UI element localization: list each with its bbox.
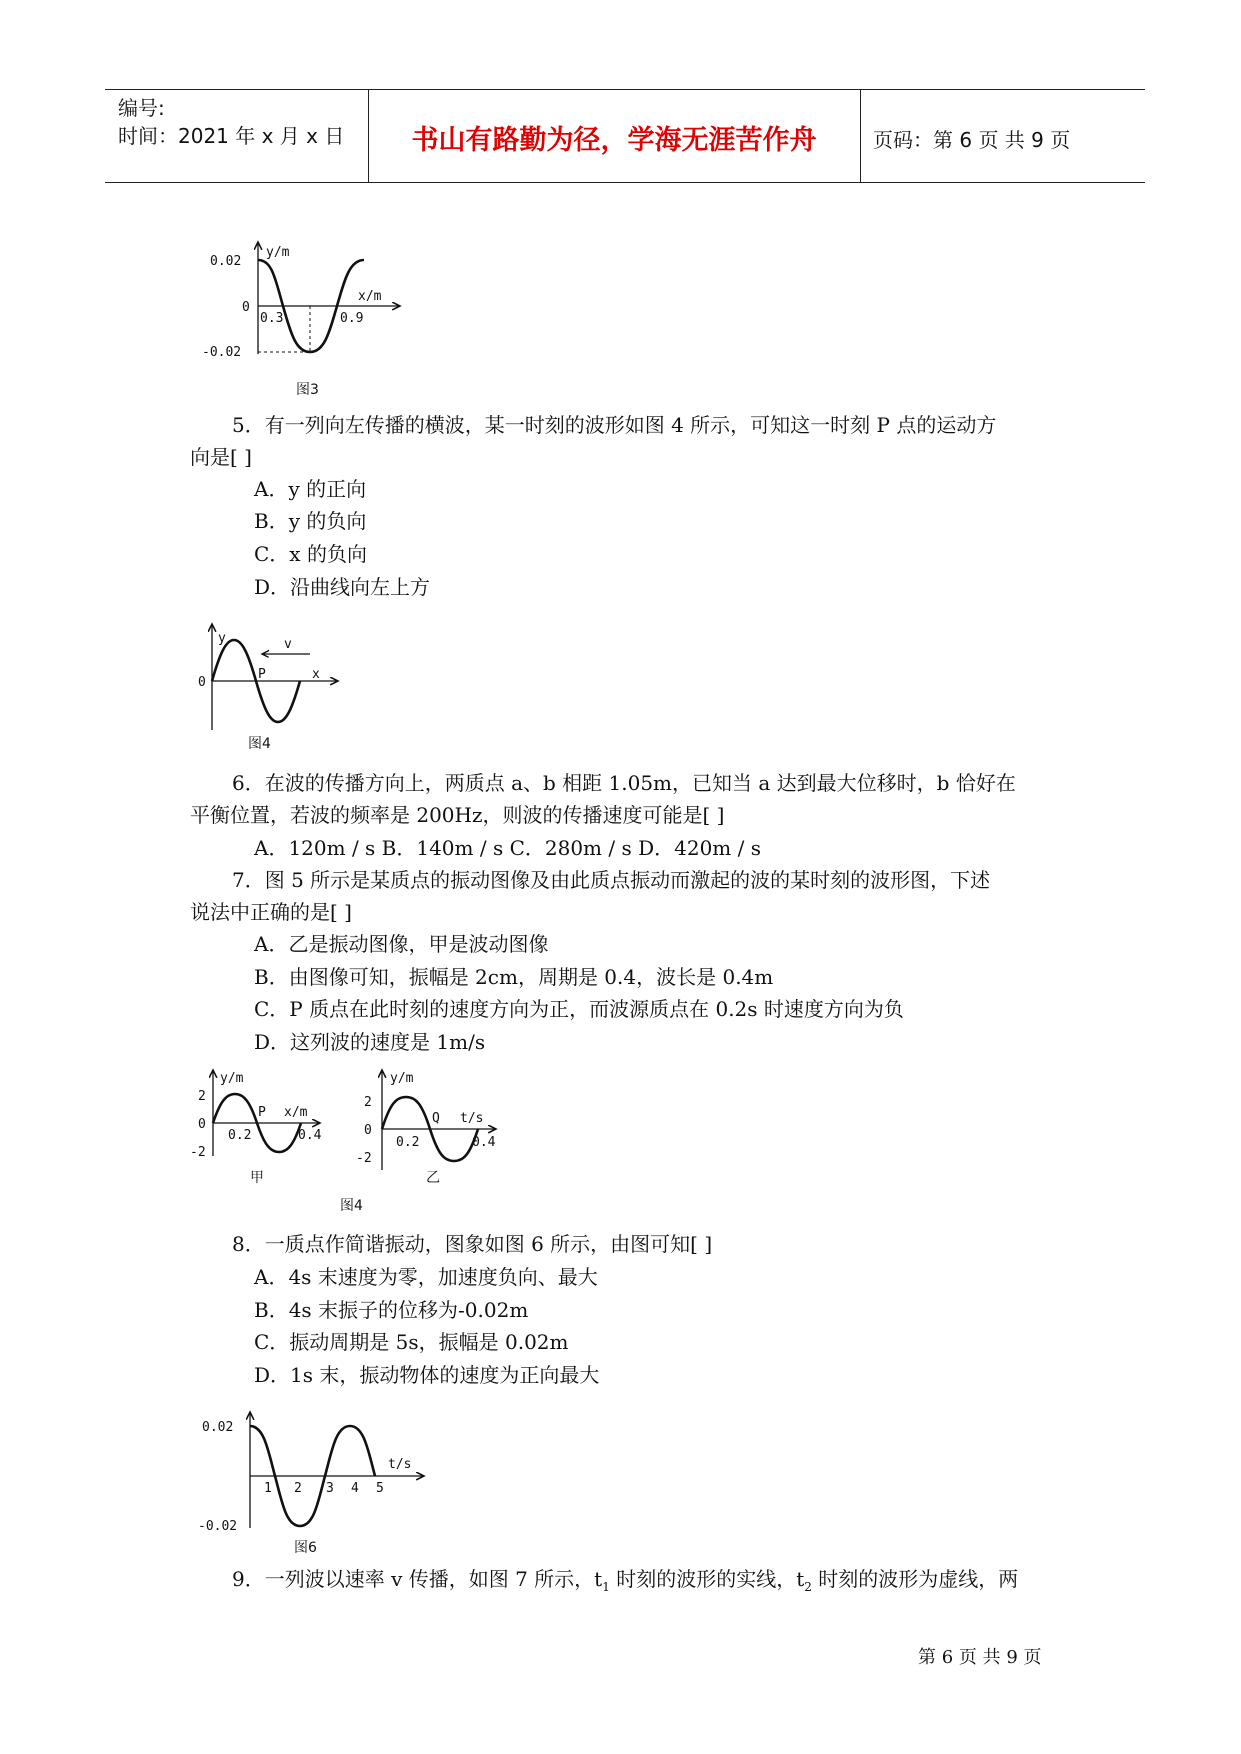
fig5-right-y-zero: 0 bbox=[364, 1123, 372, 1138]
fig5-left-y-top: 2 bbox=[198, 1089, 206, 1104]
q5-option-d: D．沿曲线向左上方 bbox=[254, 575, 431, 599]
q5-stem-line1: 5．有一列向左传播的横波，某一时刻的波形如图 4 所示，可知这一时刻 P 点的运动方 bbox=[232, 413, 997, 437]
fig5-left-y-bottom: -2 bbox=[190, 1145, 206, 1160]
fig6-tick-5: 5 bbox=[376, 1481, 384, 1496]
fig4-zero: 0 bbox=[198, 675, 206, 690]
q9-sub2: 2 bbox=[804, 1580, 812, 1594]
header-top-rule bbox=[105, 89, 1145, 90]
q5-option-a: A．y 的正向 bbox=[254, 477, 367, 501]
fig5-right-y-label: y/m bbox=[390, 1071, 414, 1086]
fig3-x-tick2: 0.9 bbox=[340, 311, 364, 326]
q9-suffix: 时刻的波形为虚线，两 bbox=[811, 1567, 1019, 1591]
fig4-y-label: y bbox=[218, 631, 226, 646]
fig6-y-bottom: -0.02 bbox=[198, 1519, 238, 1534]
q9-sub1: 1 bbox=[602, 1580, 610, 1594]
figure-4 bbox=[190, 618, 350, 758]
time-label: 时间：2021 年 x 月 x 日 bbox=[118, 124, 345, 148]
fig5-left-tick1: 0.2 bbox=[228, 1128, 252, 1143]
header-motto: 书山有路勤为径，学海无涯苦作舟 bbox=[411, 125, 817, 156]
header-page-info: 页码：第 6 页 共 9 页 bbox=[873, 128, 1071, 152]
fig5-right-tick2: 0.4 bbox=[472, 1135, 496, 1150]
fig3-y-zero: 0 bbox=[242, 300, 250, 315]
fig5-left-y-zero: 0 bbox=[198, 1117, 206, 1132]
q7-option-d: D．这列波的速度是 1m/s bbox=[254, 1030, 486, 1054]
q7-stem-line2: 说法中正确的是[ ] bbox=[190, 900, 352, 924]
fig5-right-q-label: Q bbox=[432, 1111, 440, 1126]
fig5-caption: 图4 bbox=[340, 1198, 363, 1214]
fig6-caption: 图6 bbox=[294, 1540, 317, 1556]
fig4-caption: 图4 bbox=[248, 736, 271, 752]
footer-page-number: 第 6 页 共 9 页 bbox=[918, 1647, 1042, 1668]
fig4-v-label: v bbox=[284, 637, 292, 652]
q6-options: A．120m / s B．140m / s C．280m / s D．420m / s bbox=[254, 836, 761, 860]
fig5-right-x-label: t/s bbox=[460, 1111, 484, 1126]
fig3-caption: 图3 bbox=[296, 382, 319, 398]
header-bottom-rule bbox=[105, 182, 1145, 183]
fig6-tick-3: 3 bbox=[326, 1481, 334, 1496]
fig6-tick-1: 1 bbox=[264, 1481, 272, 1496]
q5-option-b: B．y 的负向 bbox=[254, 509, 367, 533]
q9-stem-line1 bbox=[232, 1566, 1018, 1600]
q8-option-d: D．1s 末，振动物体的速度为正向最大 bbox=[254, 1363, 600, 1387]
q6-stem-line2: 平衡位置，若波的频率是 200Hz，则波的传播速度可能是[ ] bbox=[190, 803, 725, 827]
q7-stem-line1: 7．图 5 所示是某质点的振动图像及由此质点振动而激起的波的某时刻的波形图，下述 bbox=[232, 868, 991, 892]
q5-option-c: C．x 的负向 bbox=[254, 542, 367, 566]
fig3-y-bottom: -0.02 bbox=[202, 345, 242, 360]
q8-stem-line1: 8．一质点作简谐振动，图象如图 6 所示，由图可知[ ] bbox=[232, 1232, 713, 1256]
q8-option-b: B．4s 末振子的位移为-0.02m bbox=[254, 1298, 529, 1322]
fig5-left-y-label: y/m bbox=[220, 1071, 244, 1086]
fig3-x-tick1: 0.3 bbox=[260, 311, 284, 326]
fig4-p-label: P bbox=[258, 667, 266, 682]
figure-6 bbox=[198, 1406, 438, 1556]
fig4-x-label: x bbox=[312, 667, 320, 682]
fig5-left-p-label: P bbox=[258, 1105, 266, 1120]
fig3-y-top: 0.02 bbox=[210, 254, 242, 269]
fig6-tick-2: 2 bbox=[294, 1481, 302, 1496]
q8-option-a: A．4s 末速度为零，加速度负向、最大 bbox=[254, 1265, 598, 1289]
fig5-left-x-label: x/m bbox=[284, 1105, 308, 1120]
fig5-left-panel bbox=[190, 1070, 322, 1186]
header-meta bbox=[118, 94, 344, 150]
fig3-y-label: y/m bbox=[266, 245, 290, 260]
fig5-left-name: 甲 bbox=[250, 1170, 264, 1186]
fig6-y-top: 0.02 bbox=[202, 1420, 234, 1435]
q8-option-c: C．振动周期是 5s，振幅是 0.02m bbox=[254, 1330, 569, 1354]
fig5-right-tick1: 0.2 bbox=[396, 1135, 420, 1150]
q5-stem-line2: 向是[ ] bbox=[190, 445, 252, 469]
serial-label: 编号: bbox=[118, 96, 165, 120]
fig6-x-label: t/s bbox=[388, 1457, 412, 1472]
fig5-right-y-top: 2 bbox=[364, 1095, 372, 1110]
q9-mid: 时刻的波形的实线，t bbox=[609, 1567, 805, 1591]
fig5-right-y-bottom: -2 bbox=[356, 1151, 372, 1166]
fig6-tick-4: 4 bbox=[351, 1481, 359, 1496]
header-divider-right bbox=[860, 89, 861, 183]
q7-option-c: C．P 质点在此时刻的速度方向为正，而波源质点在 0.2s 时速度方向为负 bbox=[254, 997, 904, 1021]
q9-prefix: 9．一列波以速率 v 传播，如图 7 所示，t bbox=[232, 1567, 603, 1591]
q7-option-b: B．由图像可知，振幅是 2cm，周期是 0.4，波长是 0.4m bbox=[254, 965, 774, 989]
fig5-left-tick2: 0.4 bbox=[298, 1128, 322, 1143]
fig3-x-label: x/m bbox=[358, 289, 382, 304]
figure-3 bbox=[200, 236, 410, 406]
fig5-right-name: 乙 bbox=[426, 1170, 440, 1186]
figure-5 bbox=[190, 1064, 510, 1214]
fig5-right-panel bbox=[356, 1070, 496, 1186]
q7-option-a: A．乙是振动图像，甲是波动图像 bbox=[254, 932, 549, 956]
q6-stem-line1: 6．在波的传播方向上，两质点 a、b 相距 1.05m，已知当 a 达到最大位移时，b 恰好在 bbox=[232, 771, 1016, 795]
